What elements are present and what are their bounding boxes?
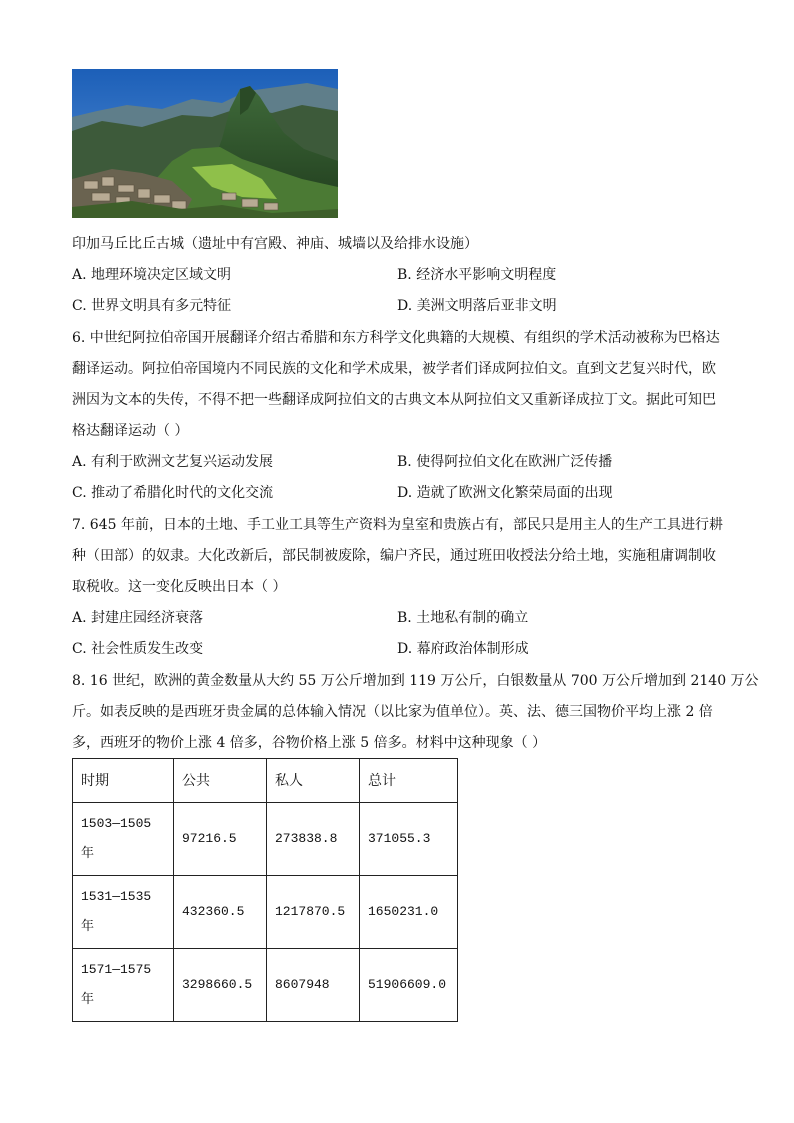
period-cell: [73, 803, 174, 876]
public-cell: 432360.5: [174, 876, 267, 949]
public-cell: 3298660.5: [174, 949, 267, 1022]
q6-option-c: C. 推动了希腊化时代的文化交流: [72, 485, 274, 501]
q7-option-a: A. 封建庄园经济衰落: [72, 610, 204, 626]
period-cell: [73, 876, 174, 949]
q5-option-c: C. 世界文明具有多元特征: [72, 298, 232, 314]
q5-option-b: B. 经济水平影响文明程度: [397, 267, 557, 283]
q6-stem-line-1: 6. 中世纪阿拉伯帝国开展翻译介绍古希腊和东方科学文化典籍的大规模、有组织的学术活动被称为巴格达: [72, 330, 720, 346]
table-header-row: [73, 759, 458, 803]
period-unit: 年: [81, 992, 95, 1007]
q6-stem-line-3: 洲因为文本的失传，不得不把一些翻译成阿拉伯文的古典文本从阿拉伯文又重新译成拉丁文。据此可知巴: [72, 392, 716, 408]
machu-picchu-photo: [72, 69, 338, 218]
q6-option-a: A. 有利于欧洲文艺复兴运动发展: [72, 454, 274, 470]
private-cell: 8607948: [267, 949, 360, 1022]
q7-stem-line-2: 种（田部）的奴隶。大化改新后，部民制被废除，编户齐民，通过班田收授法分给土地，实施租庸调制收: [72, 548, 716, 564]
header-private: 私人: [267, 759, 360, 803]
period-range: 1503—1505: [81, 816, 152, 831]
q7-option-b: B. 土地私有制的确立: [397, 610, 529, 626]
q8-stem-line-2: 斤。如表反映的是西班牙贵金属的总体输入情况（以比家为值单位）。英、法、德三国物价平均上涨 2 倍: [72, 704, 713, 720]
q5-option-d: D. 美洲文明落后亚非文明: [397, 298, 557, 314]
private-cell: 1217870.5: [267, 876, 360, 949]
period-range: 1531—1535: [81, 889, 152, 904]
q6-stem-line-4: 格达翻译运动（ ）: [72, 423, 189, 439]
total-cell: 51906609.0: [360, 949, 458, 1022]
period-cell: [73, 949, 174, 1022]
q7-option-d: D. 幕府政治体制形成: [397, 641, 529, 657]
table-row: [73, 876, 458, 949]
header-period: 时期: [73, 759, 174, 803]
q7-stem-line-3: 取税收。这一变化反映出日本（ ）: [72, 579, 287, 595]
q5-option-a: A. 地理环境决定区域文明: [72, 267, 232, 283]
total-cell: 371055.3: [360, 803, 458, 876]
photo-caption: 印加马丘比丘古城（遗址中有宫殿、神庙、城墙以及给排水设施）: [72, 236, 478, 252]
public-cell: 97216.5: [174, 803, 267, 876]
q6-option-d: D. 造就了欧洲文化繁荣局面的出现: [397, 485, 613, 501]
period-unit: 年: [81, 846, 95, 861]
precious-metals-table: [72, 758, 458, 1022]
q8-stem-line-1: 8. 16 世纪，欧洲的黄金数量从大约 55 万公斤增加到 119 万公斤，白银数量从 700 万公斤增加到 2140 万公: [72, 673, 759, 689]
q7-stem-line-1: 7. 645 年前，日本的土地、手工业工具等生产资料为皇室和贵族占有，部民只是用主人的生产工具进行耕: [72, 517, 723, 533]
table-row: [73, 803, 458, 876]
header-public: 公共: [174, 759, 267, 803]
q6-stem-line-2: 翻译运动。阿拉伯帝国境内不同民族的文化和学术成果，被学者们译成阿拉伯文。直到文艺复兴时代，欧: [72, 361, 716, 377]
period-unit: 年: [81, 919, 95, 934]
period-range: 1571—1575: [81, 962, 152, 977]
total-cell: 1650231.0: [360, 876, 458, 949]
q7-option-c: C. 社会性质发生改变: [72, 641, 204, 657]
private-cell: 273838.8: [267, 803, 360, 876]
q6-option-b: B. 使得阿拉伯文化在欧洲广泛传播: [397, 454, 613, 470]
table-row: [73, 949, 458, 1022]
q8-stem-line-3: 多，西班牙的物价上涨 4 倍多，谷物价格上涨 5 倍多。材料中这种现象（ ）: [72, 735, 547, 751]
header-total: 总计: [360, 759, 458, 803]
